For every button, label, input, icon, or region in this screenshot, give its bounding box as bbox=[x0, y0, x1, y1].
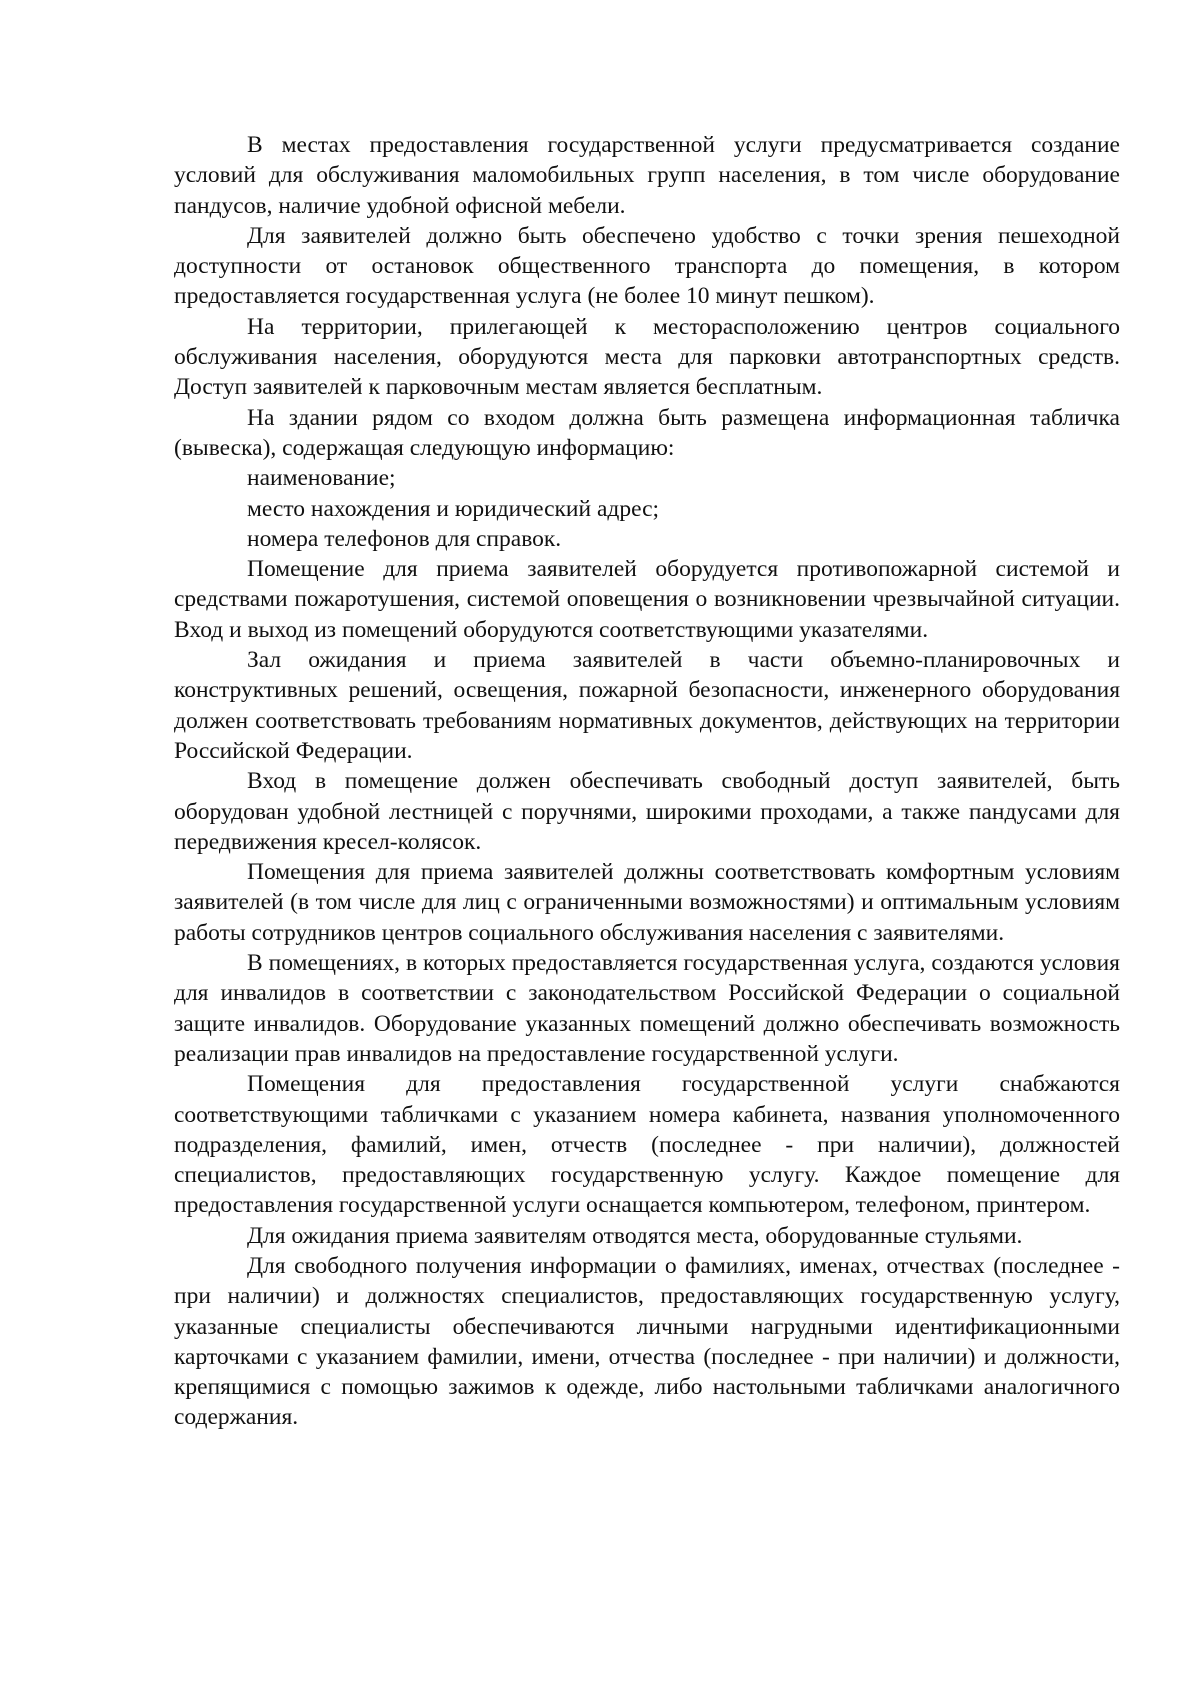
paragraph-room-signs: Помещения для предоставления государственной услуги снабжаются соответствующими табличками с указанием номера кабинета, названия уполномоченного подразделения, фамилий, имен, отчеств (последнее - при наличии), должностей специалистов, предоставляющих государственную услугу. Каждое помещение для предоставления государственной услуги оснащается компьютером, телефоном, принтером. bbox=[174, 1071, 1120, 1219]
paragraph-pedestrian-access: Для заявителей должно быть обеспечено удобство с точки зрения пешеходной доступности от остановок общественного транспорта до помещения, в котором предоставляется государственная услуга (не более 10 минут пешком). bbox=[174, 222, 1120, 310]
paragraph-info-sign: На здании рядом со входом должна быть размещена информационная табличка (вывеска), содержащая следующую информацию: bbox=[174, 404, 1120, 461]
paragraph-comfort-conditions: Помещения для приема заявителей должны соответствовать комфортным условиям заявителей (в том числе для лиц с ограниченными возможностями) и оптимальным условиям работы сотрудников центров социального обслуживания населения с заявителями. bbox=[174, 859, 1120, 946]
list-item-phones: номера телефонов для справок. bbox=[247, 525, 562, 552]
paragraph-id-cards: Для свободного получения информации о фамилиях, именах, отчествах (последнее - при наличии) и должностях специалистов, предоставляющих государственную услугу, указанные специалисты обеспечиваются личными нагрудными идентификационными карточками с указанием фамилии, имени, отчества (последнее - при наличии) и должности, крепящимися с помощью зажимов к одежде, либо настольными табличками аналогичного содержания. bbox=[174, 1252, 1120, 1431]
paragraph-waiting-seats: Для ожидания приема заявителям отводятся места, оборудованные стульями. bbox=[247, 1222, 1023, 1249]
list-item-address: место нахождения и юридический адрес; bbox=[247, 495, 660, 522]
paragraph-disabled-conditions: В помещениях, в которых предоставляется государственная услуга, создаются условия для инвалидов в соответствии с законодательством Российской Федерации о социальной защите инвалидов. Оборудование указанных помещений должно обеспечивать возможность реализации прав инвалидов на предоставление государственной услуги. bbox=[174, 950, 1120, 1067]
paragraph-waiting-hall: Зал ожидания и приема заявителей в части объемно-планировочных и конструктивных решений, освещения, пожарной безопасности, инженерного оборудования должен соответствовать требованиям нормативных документов, действующих на территории Российской Федерации. bbox=[174, 647, 1120, 764]
paragraph-fire-safety: Помещение для приема заявителей оборудуется противопожарной системой и средствами пожаротушения, системой оповещения о возникновении чрезвычайной ситуации. Вход и выход из помещений оборудуются соответствующими указателями. bbox=[174, 556, 1120, 643]
paragraph-accessibility-conditions: В местах предоставления государственной услуги предусматривается создание условий для обслуживания маломобильных групп населения, в том числе оборудование пандусов, наличие удобной офисной мебели. bbox=[174, 132, 1120, 219]
list-item-name: наименование; bbox=[247, 465, 396, 492]
paragraph-entrance: Вход в помещение должен обеспечивать свободный доступ заявителей, быть оборудован удобной лестницей с поручнями, широкими проходами, а также пандусами для передвижения кресел-колясок. bbox=[174, 768, 1120, 855]
document-body bbox=[174, 130, 1120, 1433]
paragraph-parking: На территории, прилегающей к месторасположению центров социального обслуживания населения, оборудуются места для парковки автотранспортных средств. Доступ заявителей к парковочным местам является бесплатным. bbox=[174, 313, 1120, 401]
